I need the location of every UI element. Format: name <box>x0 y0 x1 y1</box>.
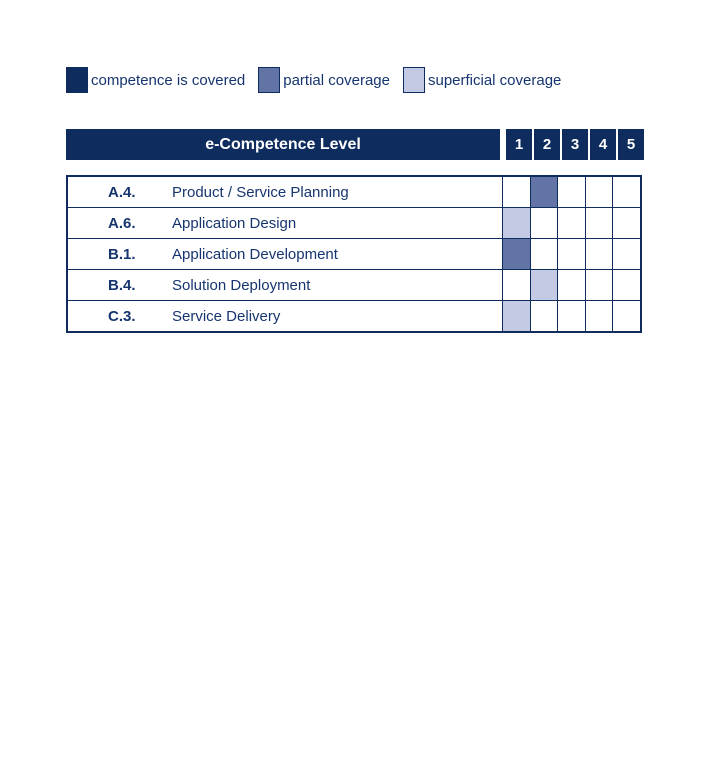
level-cell-1 <box>502 177 530 207</box>
level-cell-4 <box>585 301 613 331</box>
competence-name: Service Delivery <box>172 307 281 325</box>
legend-swatch-partial-icon <box>258 67 280 93</box>
legend-item-covered <box>66 67 245 93</box>
table-row <box>68 207 640 238</box>
level-cell-2 <box>530 239 558 269</box>
level-cell-2 <box>530 301 558 331</box>
legend-swatch-superficial-icon <box>403 67 425 93</box>
level-cell-2-partial <box>530 177 558 207</box>
level-cell-4 <box>585 177 613 207</box>
level-cell-1-superficial <box>502 301 530 331</box>
legend-swatch-covered-icon <box>66 67 88 93</box>
table-header-bar <box>66 129 644 160</box>
legend-item-superficial <box>403 67 561 93</box>
level-column-header-1: 1 <box>506 129 532 160</box>
level-cell-5 <box>612 239 640 269</box>
table-row <box>68 238 640 269</box>
level-column-header-5: 5 <box>618 129 644 160</box>
level-column-headers <box>506 129 644 160</box>
level-cell-1-superficial <box>502 208 530 238</box>
legend-item-partial <box>258 67 390 93</box>
level-cell-5 <box>612 301 640 331</box>
competence-code: A.6. <box>108 214 136 232</box>
competence-name: Application Development <box>172 245 338 263</box>
competence-code: B.4. <box>108 276 136 294</box>
level-column-header-3: 3 <box>562 129 588 160</box>
legend-label: competence is covered <box>91 71 246 89</box>
competence-code: A.4. <box>108 183 136 201</box>
competence-name: Application Design <box>172 214 297 232</box>
level-cell-4 <box>585 270 613 300</box>
level-column-header-4: 4 <box>590 129 616 160</box>
table-title: e-Competence Level <box>66 129 500 160</box>
table-row <box>68 300 640 331</box>
level-cell-2 <box>530 208 558 238</box>
level-cell-4 <box>585 208 613 238</box>
level-cell-3 <box>557 177 585 207</box>
competence-name: Solution Deployment <box>172 276 311 294</box>
level-column-header-2: 2 <box>534 129 560 160</box>
competence-code: B.1. <box>108 245 136 263</box>
level-cell-3 <box>557 270 585 300</box>
legend-label: superficial coverage <box>427 71 562 89</box>
table-row <box>68 269 640 300</box>
level-cell-3 <box>557 239 585 269</box>
legend-label: partial coverage <box>283 71 390 89</box>
level-cell-3 <box>557 208 585 238</box>
level-cell-5 <box>612 177 640 207</box>
competence-name: Product / Service Planning <box>172 183 349 201</box>
level-cell-2-superficial <box>530 270 558 300</box>
level-cell-4 <box>585 239 613 269</box>
level-cell-1 <box>502 270 530 300</box>
coverage-legend <box>66 67 561 93</box>
level-cell-3 <box>557 301 585 331</box>
level-cell-5 <box>612 208 640 238</box>
level-cell-5 <box>612 270 640 300</box>
level-cell-1-partial <box>502 239 530 269</box>
competence-table <box>66 175 642 333</box>
table-row <box>68 177 640 207</box>
competence-code: C.3. <box>108 307 136 325</box>
